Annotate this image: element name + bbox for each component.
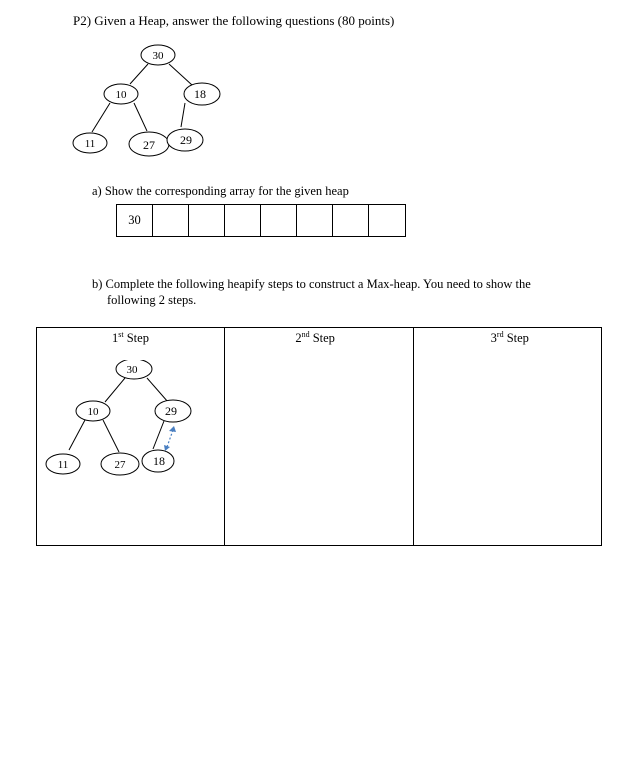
heap-node-root bbox=[141, 45, 175, 65]
step-1-tree-diagram bbox=[43, 360, 213, 480]
svg-text:27: 27 bbox=[114, 459, 126, 471]
step-cell-3 bbox=[414, 328, 601, 545]
heap-node-left-right bbox=[129, 132, 169, 156]
heap-array bbox=[116, 204, 406, 237]
heap-tree-diagram bbox=[70, 40, 230, 165]
svg-text:27: 27 bbox=[143, 138, 155, 152]
array-cell bbox=[261, 205, 297, 236]
step-cell-1 bbox=[37, 328, 225, 545]
svg-text:30: 30 bbox=[152, 50, 164, 62]
part-b-line-2: following 2 steps. bbox=[107, 293, 197, 307]
svg-text:29: 29 bbox=[180, 133, 192, 147]
array-cell bbox=[369, 205, 405, 236]
array-cell bbox=[153, 205, 189, 236]
part-a-question: a) Show the corresponding array for the given heap bbox=[92, 184, 349, 198]
heap-node-right bbox=[184, 83, 220, 105]
array-cell bbox=[333, 205, 369, 236]
part-b-question bbox=[92, 276, 562, 308]
svg-text:18: 18 bbox=[194, 87, 206, 101]
part-b-line-1: b) Complete the following heapify steps to construct a Max-heap. You need to show the bbox=[92, 277, 531, 291]
problem-title: P2) Given a Heap, answer the following questions (80 points) bbox=[73, 13, 395, 28]
svg-text:29: 29 bbox=[165, 404, 177, 418]
svg-text:10: 10 bbox=[115, 89, 127, 101]
svg-text:11: 11 bbox=[57, 459, 69, 471]
step1-node-left bbox=[76, 401, 110, 421]
heap-node-left-left bbox=[73, 133, 107, 153]
step-2-label: 2nd Step bbox=[295, 330, 335, 346]
array-cell bbox=[297, 205, 333, 236]
svg-text:30: 30 bbox=[126, 364, 138, 376]
heap-node-right-left bbox=[167, 129, 203, 151]
step-1-label: 1st Step bbox=[112, 330, 149, 346]
step1-node-left-right bbox=[101, 453, 139, 475]
heap-node-left bbox=[104, 84, 138, 104]
svg-text:18: 18 bbox=[153, 454, 165, 468]
svg-text:11: 11 bbox=[84, 138, 96, 150]
array-cell: 30 bbox=[117, 205, 153, 236]
array-cell bbox=[189, 205, 225, 236]
svg-text:10: 10 bbox=[87, 406, 99, 418]
step-cell-2 bbox=[225, 328, 413, 545]
step1-node-left-left bbox=[46, 454, 80, 474]
step1-node-right bbox=[155, 400, 191, 422]
step-3-label: 3rd Step bbox=[490, 330, 529, 346]
array-cell bbox=[225, 205, 261, 236]
steps-table bbox=[36, 327, 602, 546]
swap-arrow-icon bbox=[164, 426, 176, 451]
step1-node-root bbox=[116, 360, 152, 379]
step1-node-right-left bbox=[142, 450, 174, 472]
